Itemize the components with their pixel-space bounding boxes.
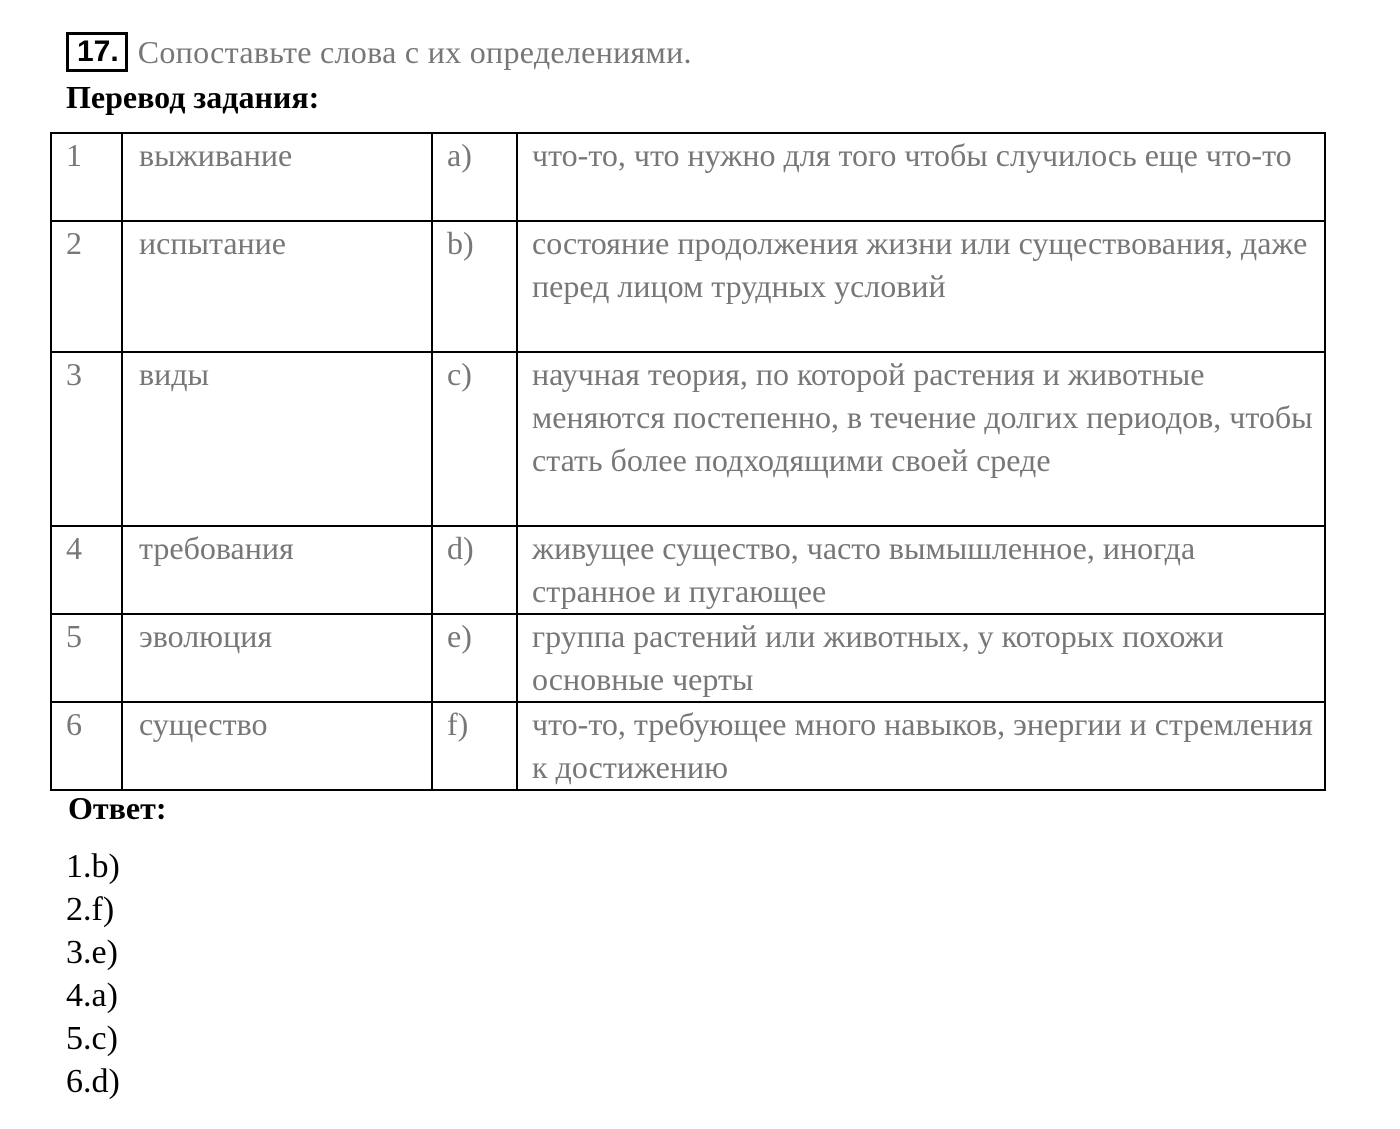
table-row [51, 614, 1325, 702]
row-letter: b) [432, 221, 517, 352]
table-row [51, 702, 1325, 790]
row-letter: a) [432, 133, 517, 221]
row-word: выживание [122, 133, 432, 221]
row-number: 3 [51, 352, 122, 526]
row-word: испытание [122, 221, 432, 352]
table-row [51, 352, 1325, 526]
row-word: существо [122, 702, 432, 790]
table-row [51, 221, 1325, 352]
row-definition: что-то, требующее много навыков, энергии и стремления к достижению [517, 702, 1325, 790]
row-letter: c) [432, 352, 517, 526]
answer-item: 3.e) [66, 934, 118, 971]
answer-item: 2.f) [66, 891, 115, 928]
row-word: виды [122, 352, 432, 526]
row-letter: f) [432, 702, 517, 790]
row-number: 6 [51, 702, 122, 790]
answer-item: 1.b) [66, 848, 120, 885]
row-definition: живущее существо, часто вымышленное, иногда странное и пугающее [517, 526, 1325, 614]
answer-list [66, 845, 120, 1103]
task-number-badge: 17. [66, 32, 128, 72]
table-row [51, 526, 1325, 614]
row-number: 1 [51, 133, 122, 221]
row-letter: d) [432, 526, 517, 614]
row-number: 4 [51, 526, 122, 614]
row-word: эволюция [122, 614, 432, 702]
row-definition: состояние продолжения жизни или существования, даже перед лицом трудных условий [517, 221, 1325, 352]
row-word: требования [122, 526, 432, 614]
matching-table [50, 132, 1326, 791]
answer-item: 5.c) [66, 1020, 118, 1057]
row-number: 5 [51, 614, 122, 702]
answer-heading: Ответ: [68, 790, 167, 826]
table-row [51, 133, 1325, 221]
row-definition: научная теория, по которой растения и животные меняются постепенно, в течение долгих периодов, чтобы стать более подходящими своей среде [517, 352, 1325, 526]
row-definition: группа растений или животных, у которых похожи основные черты [517, 614, 1325, 702]
task-header [66, 30, 692, 74]
row-number: 2 [51, 221, 122, 352]
translation-heading: Перевод задания: [66, 79, 320, 115]
answer-item: 4.a) [66, 977, 118, 1014]
row-definition: что-то, что нужно для того чтобы случилось еще что-то [517, 133, 1325, 221]
row-letter: e) [432, 614, 517, 702]
task-instruction: Сопоставьте слова с их определениями. [137, 33, 692, 70]
answer-item: 6.d) [66, 1063, 120, 1100]
